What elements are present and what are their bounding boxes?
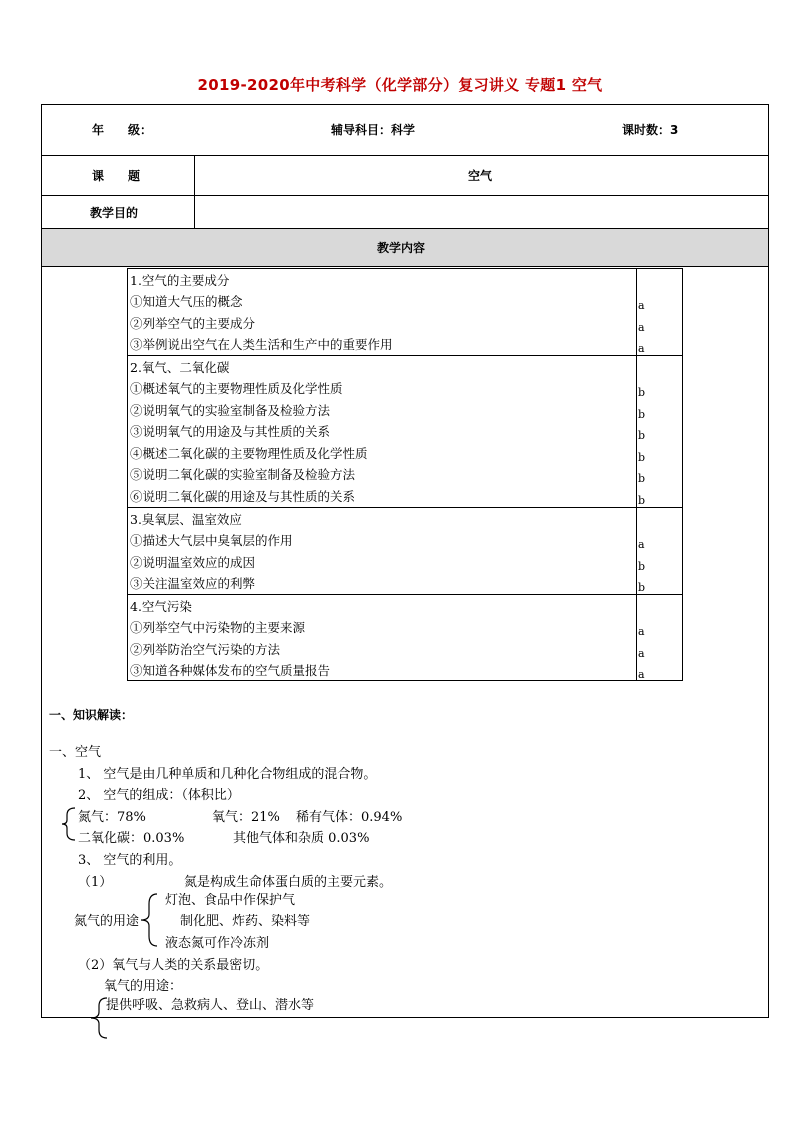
objective-item: ①描述大气层中臭氧层的作用: [130, 533, 293, 548]
objective-level: b: [638, 408, 646, 421]
objective-heading: 3.臭氧层、温室效应: [130, 512, 242, 527]
objective-item: ①知道大气压的概念: [130, 294, 243, 309]
objective-item: ②列举防治空气污染的方法: [130, 642, 281, 657]
nitrogen-description: 氮是构成生命体蛋白质的主要元素。: [184, 875, 393, 890]
hours-label: 课时数：3: [622, 123, 679, 137]
oxygen-use-item: 提供呼吸、急救病人、登山、潜水等: [106, 998, 315, 1013]
nitrogen-use-item: 制化肥、炸药、染料等: [180, 914, 311, 929]
objective-level: b: [638, 429, 646, 442]
objective-item: ③举例说出空气在人类生活和生产中的重要作用: [130, 337, 393, 352]
objective-level: a: [638, 299, 645, 312]
objective-level: a: [638, 342, 645, 355]
objective-level: b: [638, 472, 646, 485]
composition-oxygen: 氧气：21%: [212, 810, 280, 825]
objective-level: a: [638, 538, 645, 551]
oxygen-relation: （2）氧气与人类的关系最密切。: [78, 958, 269, 973]
objective-item: ①概述氧气的主要物理性质及化学性质: [130, 381, 343, 396]
objective-heading: 2.氧气、二氧化碳: [130, 360, 230, 375]
row-divider: [41, 195, 769, 196]
section-heading: 一、知识解读：: [49, 708, 134, 722]
objective-level: a: [638, 625, 645, 638]
objective-heading: 4.空气污染: [130, 599, 192, 614]
topic-label: 课 题: [92, 169, 141, 183]
objective-item: ③说明氧气的用途及与其性质的关系: [130, 424, 331, 439]
objective-item: ⑥说明二氧化碳的用途及与其性质的关系: [130, 489, 356, 504]
nitrogen-use-brace-icon: [138, 892, 160, 948]
sub-heading: 一、空气: [49, 745, 102, 760]
composition-rare-gas: 稀有气体：0.94%: [296, 810, 403, 825]
objective-level: b: [638, 581, 646, 594]
oxygen-use-label: 氧气的用途：: [104, 979, 183, 994]
nitrogen-use-item: 灯泡、食品中作保护气: [165, 893, 296, 908]
objective-item: ②说明温室效应的成因: [130, 555, 256, 570]
objective-group-divider: [127, 507, 683, 508]
composition-co2: 二氧化碳：0.03%: [78, 831, 185, 846]
objective-heading: 1.空气的主要成分: [130, 273, 230, 288]
objective-level: b: [638, 494, 646, 507]
paragraph: 1、 空气是由几种单质和几种化合物组成的混合物。: [78, 767, 377, 782]
nitrogen-label: （1）: [78, 875, 113, 890]
objective-item: ②说明氧气的实验室制备及检验方法: [130, 403, 331, 418]
objective-level: b: [638, 386, 646, 399]
nitrogen-use-item: 液态氮可作冷冻剂: [165, 936, 270, 951]
objective-level: b: [638, 560, 646, 573]
objective-item: ④概述二氧化碳的主要物理性质及化学性质: [130, 446, 368, 461]
objective-item: ⑤说明二氧化碳的实验室制备及检验方法: [130, 467, 356, 482]
document-title: 2019-2020年中考科学（化学部分）复习讲义 专题1 空气: [197, 76, 603, 94]
objective-level: b: [638, 451, 646, 464]
objective-item: ③关注温室效应的利弊: [130, 576, 256, 591]
row-divider: [41, 266, 769, 267]
subject-label: 辅导科目：科学: [331, 123, 416, 137]
content-header: 教学内容: [377, 241, 426, 255]
composition-nitrogen: 氮气：78%: [78, 810, 146, 825]
goal-label: 教学目的: [90, 206, 139, 220]
grade-label: 年 级：: [92, 123, 153, 137]
topic-value: 空气: [468, 169, 493, 183]
objective-group-divider: [127, 355, 683, 356]
objective-item: ②列举空气的主要成分: [130, 316, 256, 331]
paragraph: 2、 空气的组成：（体积比）: [78, 788, 240, 803]
composition-brace-icon: [60, 806, 78, 842]
objective-item: ③知道各种媒体发布的空气质量报告: [130, 663, 331, 678]
paragraph: 3、 空气的利用。: [78, 853, 182, 868]
objective-level: a: [638, 647, 645, 660]
objective-group-divider: [127, 594, 683, 595]
composition-other: 其他气体和杂质 0.03%: [233, 831, 370, 846]
level-column-divider: [636, 268, 637, 681]
row-divider: [41, 155, 769, 156]
column-divider: [194, 155, 195, 228]
objective-item: ①列举空气中污染物的主要来源: [130, 620, 306, 635]
objective-level: a: [638, 321, 645, 334]
objective-level: a: [638, 668, 645, 681]
nitrogen-use-label: 氮气的用途: [74, 914, 140, 929]
